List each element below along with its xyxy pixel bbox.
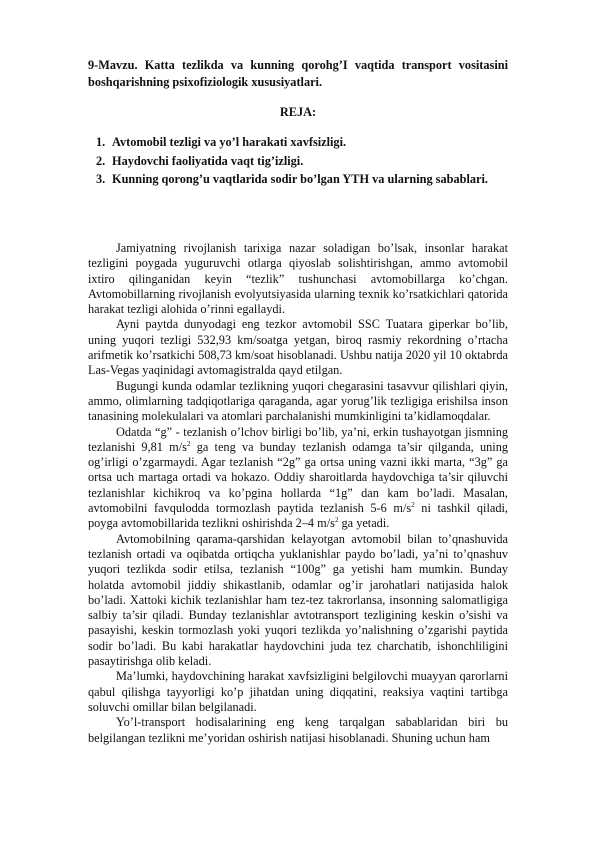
paragraph-acceleration bbox=[88, 425, 508, 532]
plan-item bbox=[96, 152, 516, 171]
plan-list bbox=[96, 133, 516, 189]
plan-item-text: Kunning qorong’u vaqtlarida sodir bo’lgan YTH va ularning sabablari. bbox=[112, 172, 488, 187]
plan-item bbox=[96, 133, 516, 152]
paragraph-intro: Jamiyatning rivojlanish tarixiga nazar soladigan bo’lsak, insonlar harakat tezligini poygada yuguruvchi otlarga qiyoslab solishtirishgan, ammo avtomobil ixtiro qilinganidan keyin “tezlik” tushunchasi avtomobillarga ko’chgan. Avtomobillarning rivojlanish evolyutsiyasida ularning texnik ko’rsatkichlari qatorida harakat tezligi alohida o’rinni egallaydi. bbox=[88, 241, 508, 317]
superscript-squared: 2 bbox=[186, 439, 191, 448]
plan-item-number: 2. bbox=[96, 153, 106, 168]
paragraph-accident-causes: Yo’l-transport hodisalarining eng keng tarqalgan sabablaridan biri bu belgilangan tezlikni me’yoridan oshirish natijasi hisoblanadi. Shuning uchun ham bbox=[88, 715, 508, 745]
plan-item-text: Avtomobil tezligi va yo’l harakati xavfsizligi. bbox=[112, 135, 347, 149]
plan-item-number: 1. bbox=[96, 135, 106, 149]
paragraph-acceleration-part-3: ni tashkil qiladi, poyga avtomobillarida tezlikni oshirishda 2–4 m/s bbox=[88, 501, 508, 531]
plan-heading: REJA: bbox=[279, 105, 317, 119]
superscript-squared: 2 bbox=[334, 516, 339, 525]
plan-item-number: 3. bbox=[96, 172, 106, 187]
plan-item bbox=[96, 170, 516, 189]
topic-title: 9-Mavzu. Katta tezlikda va kunning qorohg’I vaqtida transport vositasini boshqarishning psixofiziologik xususiyatlari. bbox=[88, 58, 508, 89]
superscript-squared: 2 bbox=[411, 500, 415, 509]
paragraph-collision: Avtomobilning qarama-qarshidan kelayotgan avtomobil bilan to’qnashuvida tezlanish ortadi va oqibatda ortiqcha yuklanishlar paydo bo’ladi, ya’ni to’qnashuv yuqori tezlikda sodir etilsa, tezlanish “100g” ga yetishi ham mumkin. Bunday holatda avtomobil jiddiy shikastlanib, odamlar og’ir jarohatlari natijasida halok bo’ladi. Xattoki kichik tezlanishlar ham tez-tez takrorlansa, insonning salomatligiga salbiy ta’sir qiladi. Bunday tezlanishlar avtotransport tezligining keskin o’sishi va pasayishi, keskin tormozlash yoki yuqori tezlikda yo’nalishning o’zgarishi paytida sodir bo’ladi. Bu kabi harakatlar haydovchini juda tez charchatib, ishonchliligini pasaytirishga olib keladi. bbox=[88, 531, 508, 669]
paragraph-ssc-tuatara: Ayni paytda dunyodagi eng tezkor avtomobil SSC Tuatara giperkar bo’lib, uning yuqori tezligi 532,93 km/soatga yetgan, biroq rasmiy rekordning o’rtacha arifmetik ko’rsatkichi 508,73 km/soat hisoblanadi. Ushbu natija 2020 yil 10 oktabrda Las-Vegas yaqinidagi avtomagistralda qayd etilgan. bbox=[88, 317, 508, 378]
paragraph-driver-readiness: Ma’lumki, haydovchining harakat xavfsizligini belgilovchi muayyan qarorlarni qabul qilishga tayyorligi ko’p jihatdan uning diqqatini, reaksiya vaqtini tartibga soluvchi omillar bilan belgilanadi. bbox=[88, 669, 508, 714]
paragraph-acceleration-part-4: ga yetadi. bbox=[338, 516, 390, 531]
paragraph-acceleration-part-2: ga teng va bunday tezlanish odamga ta’sir qilganda, uning og’irligi o’zgarmaydi. Agar tezlanish “2g” ga ortsa uning vazni ikki marta, “3g” ga ortsa uch martaga ortadi va hokazo. Oddiy sharoitlarda haydovchiga ta’sir qiluvchi tezlanishlar kichikroq va ko’pgina hollarda “1g” dan kam bo’ladi. Masalan, avtomobilni favqulodda tormozlash paytida tezlanish 5-6 m/s bbox=[88, 439, 508, 516]
paragraph-acceleration-part-1: Odatda “g” - tezlanish o’lchov birligi bo’lib, ya’ni, erkin tushayotgan jismning tezlanishi 9,81 m/s bbox=[88, 424, 508, 454]
paragraph-speed-limit: Bugungi kunda odamlar tezlikning yuqori chegarasini tasavvur qilishlari qiyin, ammo, olimlarning tadqiqotlariga qaraganda, agar yorug’lik tezligiga erishilsa inson tanasining molekulalari va atomlari parchalanishi mumkinligini ta’kidlamoqdalar. bbox=[88, 378, 508, 424]
body-text bbox=[88, 241, 508, 746]
plan-item-text: Haydovchi faoliyatida vaqt tig’izligi. bbox=[112, 153, 304, 168]
